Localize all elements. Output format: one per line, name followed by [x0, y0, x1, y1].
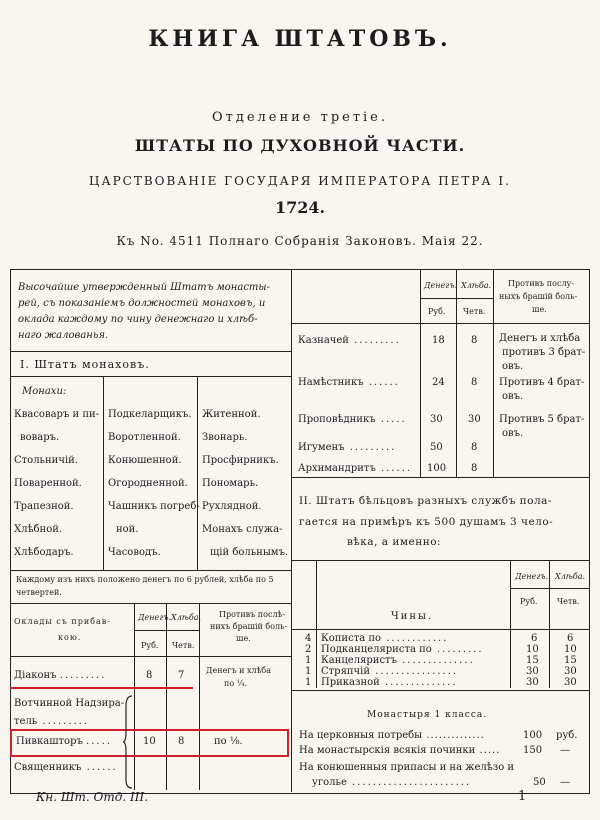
book-title: КНИГА ШТАТОВЪ. [148, 26, 452, 52]
expense-name: На конюшенныя припасы и на желѣзо и [299, 762, 515, 773]
rule [420, 269, 421, 477]
rule [510, 588, 589, 589]
row-grain: 8 [471, 335, 478, 346]
row-grain: 7 [178, 670, 185, 681]
rank-name: Приказной [321, 677, 380, 688]
monk-rank: Рухлядной. [202, 501, 262, 512]
row-name: Вотчинной Надзира- [14, 698, 125, 709]
money-unit: Руб. [428, 307, 446, 316]
rank-money: 10 [526, 644, 539, 655]
year-heading: 1724. [274, 198, 326, 217]
row-money: 8 [146, 670, 153, 681]
section2-line: вѣка, а именно: [347, 536, 442, 548]
extra-header: ныхъ брашiй боль- [499, 292, 578, 301]
monk-rank: Трапезной. [14, 501, 74, 512]
monk-rank: Поваренной. [14, 478, 82, 489]
rule [291, 477, 589, 478]
expense-unit: — [560, 777, 570, 788]
row-extra: противъ 3 брат- [502, 347, 586, 358]
money-header: Денегъ. [515, 572, 549, 581]
row-money: 24 [432, 377, 445, 388]
rule [10, 351, 291, 352]
expense-amount: 100 [523, 730, 543, 741]
rule [10, 656, 291, 657]
grain-header: Хлѣба. [555, 572, 586, 581]
intro-line: наго жалованья. [18, 330, 109, 341]
row-grain: 30 [468, 414, 481, 425]
rank-money: 15 [526, 655, 539, 666]
money-header: Денегъ. [424, 281, 458, 290]
rule [549, 560, 550, 688]
rule [420, 298, 493, 299]
rank-money: 6 [531, 633, 538, 644]
row-name: Дiаконъ [14, 670, 57, 681]
rank-count: 4 [305, 633, 312, 644]
monk-rank: Квасоваръ и пи- [14, 409, 100, 420]
extra-header: Противъ послу- [508, 279, 574, 288]
monk-rank: ной. [116, 524, 139, 535]
rank-count: 1 [305, 666, 312, 677]
rule [10, 603, 291, 604]
rule [316, 560, 317, 688]
monk-rank: Подкеларщикъ. [108, 409, 192, 420]
row-name: Священникъ [14, 762, 82, 773]
monk-rank: щiй больнымъ. [210, 547, 289, 558]
row-name: Игуменъ [298, 442, 345, 453]
section2-line: II. Штатъ бѣльцовъ разныхъ службъ пола- [299, 495, 552, 507]
monks-label: Монахи: [22, 386, 67, 397]
monk-rank: Воротленной. [108, 432, 181, 443]
monk-rank: Житенной. [202, 409, 261, 420]
rank-count: 1 [305, 677, 312, 688]
row-extra: Противъ 5 брат- [499, 414, 585, 425]
row-extra: овъ. [502, 428, 524, 439]
allowance-note: четвертей. [16, 588, 62, 597]
footer-signature: Кн. Шт. Отд. III. [36, 790, 149, 804]
row-money: 30 [430, 414, 443, 425]
rank-name: Кописта по [321, 633, 382, 644]
monks-section-title: I. Штатъ монаховъ. [20, 358, 150, 371]
rule [134, 630, 199, 631]
brace-icon [122, 694, 134, 790]
section2-line: гается на примѣръ къ 500 душамъ 3 чело- [299, 516, 554, 528]
rule [291, 323, 589, 324]
row-name: Проповѣдникъ [298, 414, 376, 425]
rule [291, 560, 589, 561]
grain-unit: Четв. [172, 641, 195, 650]
rank-name: Подканцеляриста по [321, 644, 432, 655]
money-header: Денегъ. [138, 613, 172, 622]
rule [510, 560, 511, 688]
rank-money: 30 [526, 677, 539, 688]
monk-rank: Пономарь. [202, 478, 259, 489]
row-name: Казначей [298, 335, 349, 346]
monk-rank: Стольничiй. [14, 455, 78, 466]
extra-header: Противъ послѣ- [219, 610, 286, 619]
red-underline [10, 687, 193, 689]
rule [493, 269, 494, 477]
rule [10, 376, 291, 377]
rank-name: Стряпчiй [321, 666, 371, 677]
monk-rank: Конюшенной. [108, 455, 182, 466]
grain-unit: Четв. [557, 597, 580, 606]
row-extra: овъ. [502, 391, 524, 402]
rule [134, 603, 135, 790]
row-extra: Противъ 4 брат- [499, 377, 585, 388]
monk-rank: Огородненной. [108, 478, 188, 489]
row-extra: по ¼. [224, 679, 247, 688]
monk-rank: Хлѣбной. [14, 524, 63, 535]
row-money: 18 [432, 335, 445, 346]
row-money: 10 [143, 736, 156, 747]
monk-rank: Чашникъ погреб- [108, 501, 200, 512]
grain-unit: Четв. [463, 307, 486, 316]
row-money: 50 [430, 442, 443, 453]
extra-header: ше. [236, 634, 251, 643]
expense-amount: 50 [533, 777, 546, 788]
expense-unit: — [560, 745, 570, 756]
expense-name: На монастырскiя всякiя починки [299, 745, 476, 756]
rank-count: 1 [305, 655, 312, 666]
row-grain: 8 [471, 377, 478, 388]
monastery-title: Монастыря 1 класса. [367, 710, 488, 720]
monk-rank: Звонарь. [202, 432, 248, 443]
ranks-header: Чины. [391, 611, 434, 622]
rank-grain: 10 [564, 644, 577, 655]
rule [199, 603, 200, 790]
rule [291, 690, 589, 691]
extra-header: ше. [532, 305, 547, 314]
row-grain: 8 [178, 736, 185, 747]
row-extra: по ⅛. [214, 736, 243, 747]
rank-grain: 6 [567, 633, 574, 644]
rule [291, 629, 589, 630]
column-divider [291, 269, 292, 792]
rank-grain: 30 [564, 666, 577, 677]
extra-header: нихъ брашiй боль- [210, 622, 288, 631]
row-name: Архимандритъ [298, 463, 376, 474]
grain-header: Хлѣба. [171, 613, 202, 622]
rank-count: 2 [305, 644, 312, 655]
intro-line: рей, съ показанiемъ должностей монаховъ, и [18, 298, 266, 309]
money-unit: Руб. [520, 597, 538, 606]
expense-name: уголье [312, 777, 347, 788]
monk-rank: Хлѣбодаръ. [14, 547, 74, 558]
rule [103, 376, 104, 570]
row-extra: овъ. [502, 361, 524, 372]
rule [456, 269, 457, 477]
rank-grain: 30 [564, 677, 577, 688]
monk-rank: воваръ. [20, 432, 60, 443]
rule [10, 570, 291, 571]
row-extra: Денегъ и хлѣба [206, 666, 272, 675]
row-grain: 8 [471, 463, 478, 474]
row-extra: Денегъ и хлѣба [499, 333, 581, 344]
grain-header: Хлѣба. [461, 281, 492, 290]
law-reference: Къ No. 4511 Полнаго Собранiя Законовъ. Маiя 22. [116, 234, 484, 248]
rule [197, 376, 198, 570]
row-name: Пивкашторъ [16, 736, 83, 747]
expense-unit: руб. [556, 730, 578, 741]
row-name: тель [14, 716, 38, 727]
intro-line: оклада каждому по чину денежнаго и хлѣб- [18, 314, 258, 325]
row-money: 100 [427, 463, 447, 474]
expense-amount: 150 [523, 745, 543, 756]
rank-money: 30 [526, 666, 539, 677]
salary-header: кою. [58, 633, 82, 642]
monk-rank: Просфирникъ. [202, 455, 279, 466]
rank-name: Канцеляристъ [321, 655, 397, 666]
rank-grain: 15 [564, 655, 577, 666]
monk-rank: Монахъ служа- [202, 524, 283, 535]
row-name: Намѣстникъ [298, 377, 364, 388]
expense-name: На церковныя потребы [299, 730, 423, 741]
reign-heading: ЦАРСТВОВАНIЕ ГОСУДАРЯ ИМПЕРАТОРА ПЕТРА I. [89, 174, 511, 188]
money-unit: Руб. [141, 641, 159, 650]
intro-line: Высочайше утвержденный Штатъ монасты- [18, 282, 270, 293]
section-name: ШТАТЫ ПО ДУХОВНОЙ ЧАСТИ. [134, 136, 466, 155]
rule [166, 603, 167, 790]
allowance-note: Каждому изъ нихъ положено денегъ по 6 рублей, хлѣба по 5 [16, 575, 274, 584]
salary-header: Оклады съ прибав- [14, 617, 111, 626]
monk-rank: Часоводъ. [108, 547, 161, 558]
section-heading: Отделение третiе. [211, 110, 389, 125]
page-number: 1 [518, 789, 527, 804]
row-grain: 8 [471, 442, 478, 453]
